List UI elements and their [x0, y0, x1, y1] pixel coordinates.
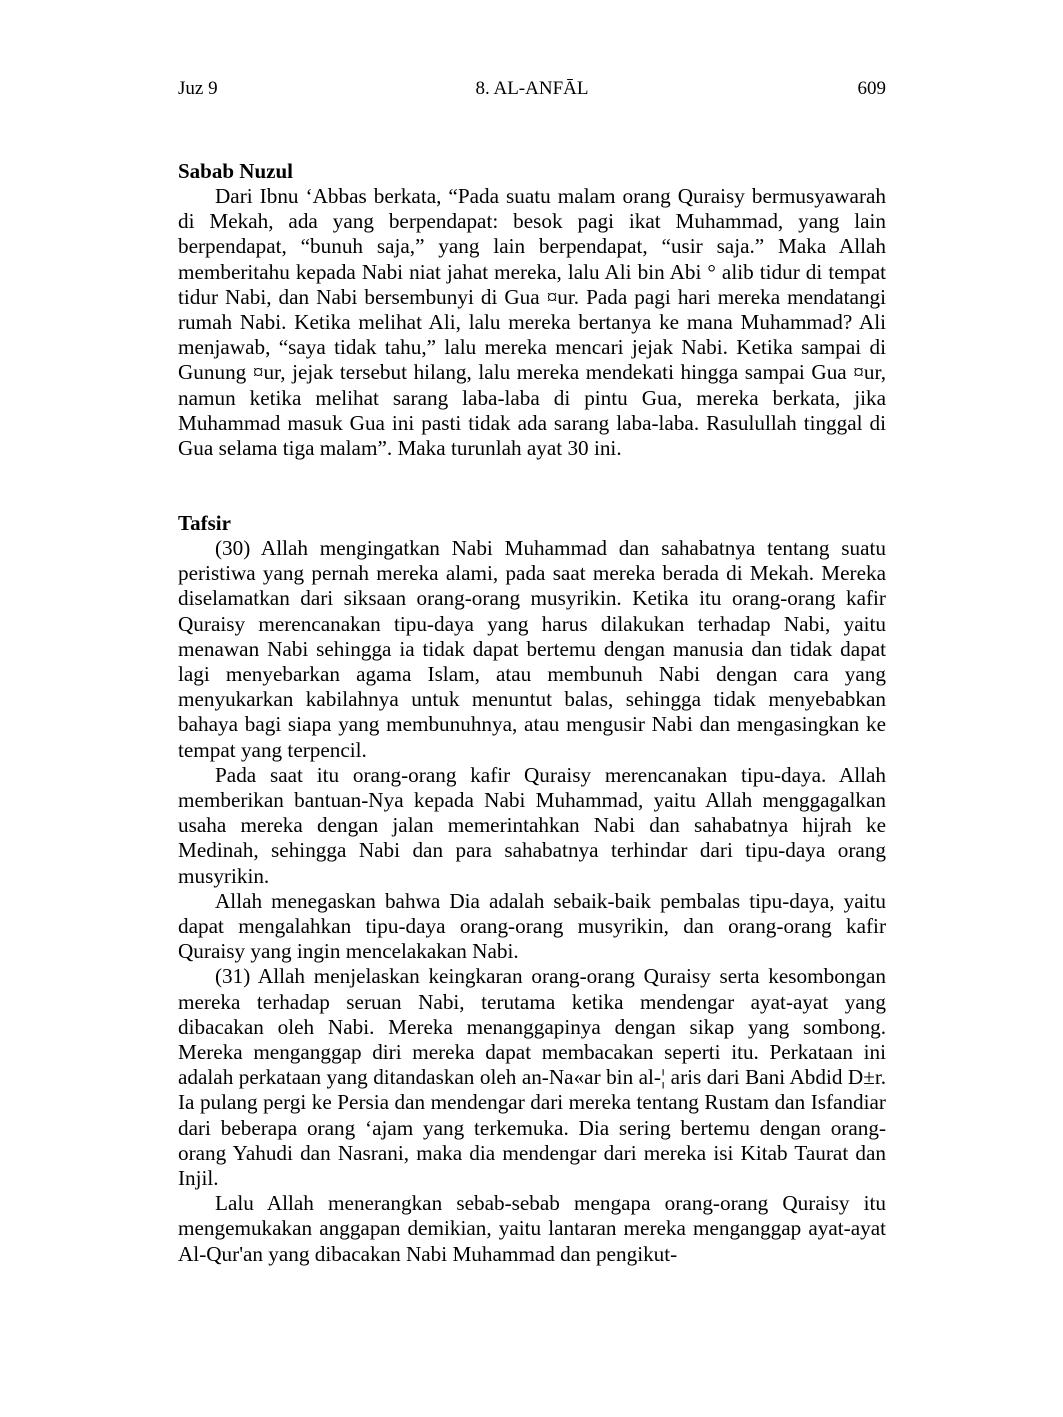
tafsir-paragraph: Pada saat itu orang-orang kafir Quraisy merencanakan tipu-daya. Allah memberikan bantuan-Nya kepada Nabi Muhammad, yaitu Allah menggagalkan usaha mereka dengan jalan memerintahkan Nabi dan sahabatnya hijrah ke Medinah, sehingga Nabi dan para sahabatnya terhindar dari tipu-daya orang musyrikin. [178, 762, 886, 888]
tafsir-paragraph: Allah menegaskan bahwa Dia adalah sebaik-baik pembalas tipu-daya, yaitu dapat mengalahkan tipu-daya orang-orang musyrikin, dan orang-orang kafir Quraisy yang ingin mencelakakan Nabi. [178, 888, 886, 964]
sabab-nuzul-paragraph: Dari Ibnu ‘Abbas berkata, “Pada suatu malam orang Quraisy bermusyawarah di Mekah, ada yang berpendapat: besok pagi ikat Muhammad, yang lain berpendapat, “bunuh saja,” yang lain berpendapat, “usir saja.” Maka Allah memberitahu kepada Nabi niat jahat mereka, lalu Ali bin Abi ° alib tidur di tempat tidur Nabi, dan Nabi bersembunyi di Gua ¤ur. Pada pagi hari mereka mendatangi rumah Nabi. Ketika melihat Ali, lalu mereka bertanya ke mana Muhammad? Ali menjawab, “saya tidak tahu,” lalu mereka mencari jejak Nabi. Ketika sampai di Gunung ¤ur, jejak tersebut hilang, lalu mereka mendekati hingga sampai Gua ¤ur, namun ketika melihat sarang laba-laba di pintu Gua, mereka berkata, jika Muhammad masuk Gua ini pasti tidak ada sarang laba-laba. Rasulullah tinggal di Gua selama tiga malam”. Maka turunlah ayat 30 ini. [178, 184, 886, 461]
tafsir-heading: Tafsir [178, 511, 231, 535]
sabab-nuzul-heading: Sabab Nuzul [178, 159, 293, 183]
tafsir-paragraph: (31) Allah menjelaskan keingkaran orang-orang Quraisy serta kesombongan mereka terhadap seruan Nabi, terutama ketika mendengar ayat-ayat yang dibacakan oleh Nabi. Mereka menanggapinya dengan sikap yang sombong. Mereka menganggap diri mereka dapat membacakan seperti itu. Perkataan ini adalah perkataan yang ditandaskan oleh an-Na«ar bin al-¦ aris dari Bani Abdid D±r. Ia pulang pergi ke Persia dan mendengar dari mereka tentang Rustam dan Isfandiar dari beberapa orang ‘ajam yang terkemuka. Dia sering bertemu dengan orang-orang Yahudi dan Nasrani, maka dia mendengar dari mereka isi Kitab Taurat dan Injil. [178, 964, 886, 1191]
tafsir-paragraph: Lalu Allah menerangkan sebab-sebab mengapa orang-orang Quraisy itu mengemukakan anggapan demikian, yaitu lantaran mereka menganggap ayat-ayat Al-Qur'an yang dibacakan Nabi Muhammad dan pengikut- [178, 1191, 886, 1266]
running-header [178, 76, 886, 102]
sabab-nuzul-section [178, 159, 886, 461]
juz-label: Juz 9 [178, 78, 218, 99]
page-number: 609 [857, 78, 886, 99]
surah-title: 8. AL-ANFĀL [475, 78, 589, 99]
tafsir-paragraph: (30) Allah mengingatkan Nabi Muhammad dan sahabatnya tentang suatu peristiwa yang pernah mereka alami, pada saat mereka berada di Mekah. Mereka diselamatkan dari siksaan orang-orang musyrikin. Ketika itu orang-orang kafir Quraisy merencanakan tipu-daya yang harus dilakukan terhadap Nabi, yaitu menawan Nabi sehingga ia tidak dapat bertemu dengan manusia dan tidak dapat lagi menyebarkan agama Islam, atau membunuh Nabi dengan cara yang menyukarkan kabilahnya untuk menuntut balas, sehingga tidak menyebabkan bahaya bagi siapa yang membunuhnya, atau mengusir Nabi dan mengasingkan ke tempat yang terpencil. [178, 536, 886, 762]
tafsir-section [178, 511, 886, 1267]
